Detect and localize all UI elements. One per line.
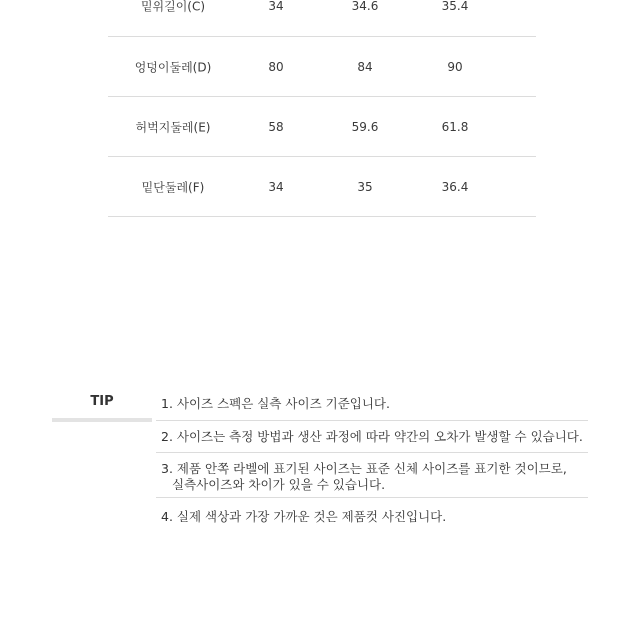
size-s-value: 58 [268, 119, 284, 134]
row-label: 밑위길이(C) [140, 0, 206, 14]
tip-item [156, 421, 588, 453]
size-m-value: 35 [357, 179, 373, 194]
table-row [108, 0, 536, 37]
tip-item [156, 380, 588, 421]
size-l-value: 61.8 [441, 119, 469, 134]
tip-title-underline [52, 418, 152, 422]
size-s-value: 34 [268, 0, 284, 13]
size-l-value: 90 [447, 59, 463, 74]
row-label: 밑단둘레(F) [141, 180, 205, 194]
size-m-value: 59.6 [351, 119, 379, 134]
row-label: 엉덩이둘레(D) [134, 60, 212, 74]
tip-text: 3. 제품 안쪽 라벨에 표기된 사이즈는 표준 신체 사이즈를 표기한 것이므로, [161, 461, 567, 476]
row-label: 허벅지둘레(E) [135, 120, 211, 134]
tip-item [156, 453, 588, 498]
size-l-value: 36.4 [441, 179, 469, 194]
table-row [108, 97, 536, 157]
size-l-value: 35.4 [441, 0, 469, 13]
tip-item [156, 498, 588, 528]
table-row [108, 157, 536, 217]
tip-text: 2. 사이즈는 측정 방법과 생산 과정에 따라 약간의 오차가 발생할 수 있습니다. [161, 429, 583, 444]
size-s-value: 34 [268, 179, 284, 194]
tip-text-continued: 실측사이즈와 차이가 있을 수 있습니다. [172, 477, 386, 492]
table-row [108, 37, 536, 97]
tip-list [156, 380, 588, 528]
size-m-value: 34.6 [351, 0, 379, 13]
tip-text: 4. 실제 색상과 가장 가까운 것은 제품컷 사진입니다. [161, 509, 447, 524]
tip-text: 1. 사이즈 스펙은 실측 사이즈 기준입니다. [161, 396, 390, 411]
size-table [108, 0, 536, 217]
tip-title: TIP [90, 394, 114, 409]
size-s-value: 80 [268, 59, 284, 74]
size-m-value: 84 [357, 59, 373, 74]
